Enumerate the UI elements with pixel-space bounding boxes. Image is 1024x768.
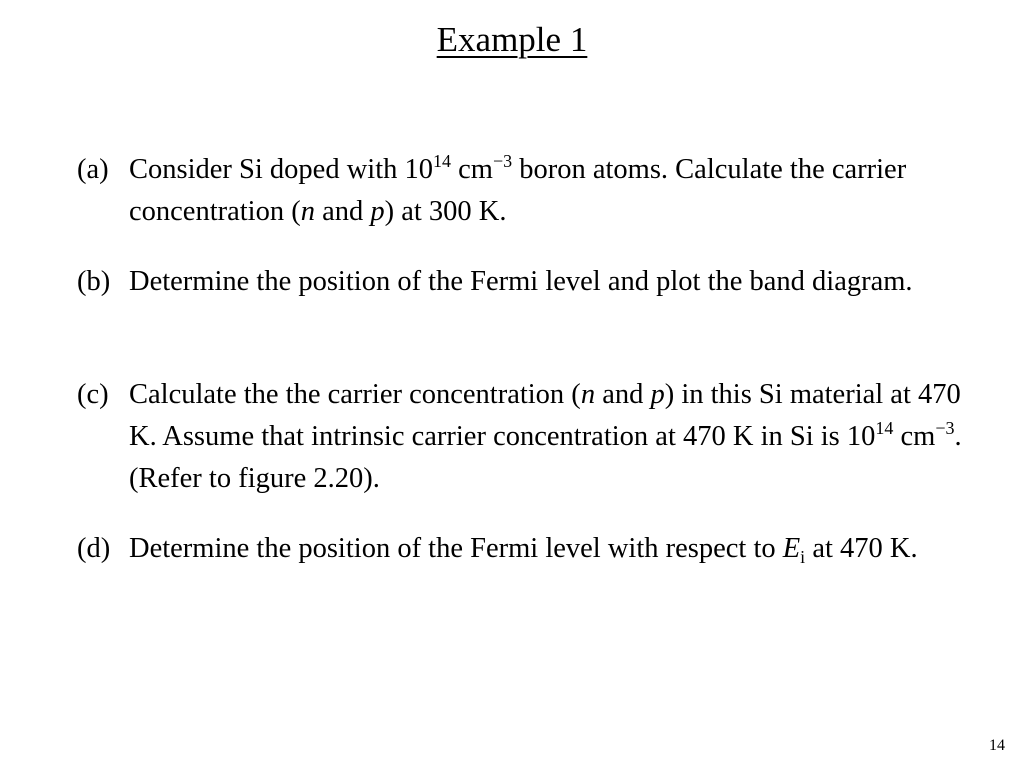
italic-symbol: p (370, 196, 385, 227)
subscript: i (800, 547, 806, 567)
page-number: 14 (989, 737, 1005, 754)
text-run: ) at 300 K. (384, 196, 507, 227)
question-item-c (77, 374, 977, 500)
text-run: ) in this Si material at 470 K. Assume that intrinsic carrier concentration at 470 K in Si is 10 (129, 379, 961, 452)
superscript: −3 (935, 418, 955, 438)
text-run: Calculate the the carrier concentration ( (129, 379, 581, 410)
item-label: (a) (77, 154, 109, 185)
italic-symbol: p (650, 379, 665, 410)
text-run: at 470 K. (805, 533, 918, 564)
text-run: and (595, 379, 651, 410)
italic-symbol: n (580, 379, 596, 410)
text-run: and (314, 196, 371, 227)
slide-title (0, 18, 1024, 62)
text-run: cm (893, 421, 936, 452)
item-text: Determine the position of the Fermi level and plot the band diagram. (129, 266, 913, 297)
item-label: (d) (77, 533, 111, 564)
item-text (129, 528, 977, 570)
question-item-a (77, 149, 977, 233)
superscript: 14 (433, 151, 451, 171)
item-text (129, 374, 977, 500)
superscript: −3 (492, 151, 513, 171)
text-run: cm (451, 154, 493, 185)
superscript: 14 (875, 418, 894, 438)
text-run: boron atoms. Calculate the carrier concentration ( (129, 154, 907, 227)
item-label: (c) (77, 379, 109, 410)
item-label: (b) (77, 266, 111, 297)
slide-title-text: Example 1 (436, 20, 588, 59)
text-run: . (Refer to figure 2.20). (129, 421, 962, 494)
italic-symbol: E (782, 533, 801, 564)
item-text (129, 149, 977, 233)
text-run: Determine the position of the Fermi level with respect to (129, 533, 783, 564)
text-run: Consider Si doped with 10 (129, 154, 433, 185)
question-item-b (77, 261, 977, 303)
question-item-d (77, 528, 977, 570)
italic-symbol: n (300, 196, 315, 227)
